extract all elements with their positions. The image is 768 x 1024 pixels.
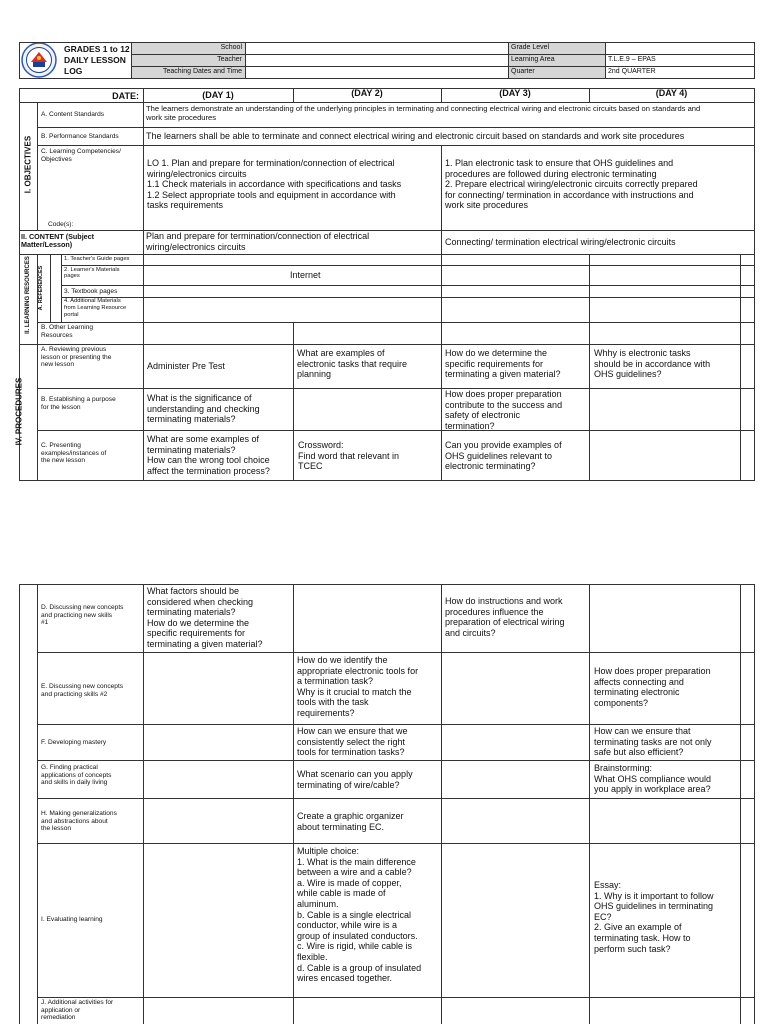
day2-header: (DAY 2) bbox=[351, 88, 383, 98]
resource-item-2: 2. Learner's Materials pages bbox=[64, 267, 120, 280]
procedure-c-label: C. Presenting examples/instances of the new lesson bbox=[41, 442, 107, 465]
procedure-e-day2: How do we identify the appropriate electronic tools for a termination task? Why is it crucial to match the tools with the task requirements? bbox=[297, 655, 419, 718]
content-standards-text: The learners demonstrate an understanding of the underlying principles in terminating and connecting electrical wiring and electronic circuits based on standards and work site procedures bbox=[146, 104, 701, 122]
procedure-d-day1: What factors should be considered when checking terminating materials? How do we determine the specific requirements for terminating a given material? bbox=[147, 586, 263, 649]
procedure-b-label: B. Establishing a purpose for the lesson bbox=[41, 396, 116, 411]
objectives-section-label: I. OBJECTIVES bbox=[23, 135, 33, 194]
resources-section-label: II. LEARNING RESOURCES bbox=[25, 256, 31, 334]
content-standards-label: A. Content Standards bbox=[41, 111, 105, 118]
performance-standards-label: B. Performance Standards bbox=[41, 133, 119, 140]
school-label: School bbox=[220, 44, 242, 51]
competencies-day34: 1. Plan electronic task to ensure that OHS guidelines and procedures are followed during electronic terminating 2. Prepare electrical wiring/electronic circuits correctly prepared for connecting/ termination in accordance with instructions and work site procedures bbox=[445, 158, 698, 211]
procedure-i-label: I. Evaluating learning bbox=[41, 916, 103, 923]
header-title-line3: LOG bbox=[64, 66, 83, 76]
procedure-g-day2: What scenario can you apply terminating of wire/cable? bbox=[297, 769, 413, 790]
other-resources-label: B. Other Learning Resources bbox=[41, 324, 94, 339]
procedure-g-day4: Brainstorming: What OHS compliance would you apply in workplace area? bbox=[594, 763, 712, 795]
procedure-d-label: D. Discussing new concepts and practicing new skills #1 bbox=[41, 604, 124, 627]
procedure-e-label: E. Discussing new concepts and practicing skills #2 bbox=[41, 683, 124, 698]
day1-header: (DAY 1) bbox=[202, 90, 234, 100]
procedure-a-day3: How do we determine the specific requirements for terminating a given material? bbox=[445, 348, 561, 380]
competencies-day12: LO 1. Plan and prepare for termination/connection of electrical wiring/electronics circuits 1.1 Check materials in accordance with specifications and tasks 1.2 Select appropriate tools and equipment in accordance with tasks requirements bbox=[147, 158, 402, 211]
learning-area-label: Learning Area bbox=[511, 56, 555, 63]
procedure-h-label: H. Making generalizations and abstractions about the lesson bbox=[41, 810, 117, 833]
procedure-g-label: G. Finding practical applications of concepts and skills in daily living bbox=[41, 764, 112, 787]
procedure-a-day2: What are examples of electronic tasks that require planning bbox=[297, 348, 408, 380]
quarter-value: 2nd QUARTER bbox=[608, 68, 656, 75]
procedure-a-day1: Administer Pre Test bbox=[147, 361, 225, 371]
header-title-line2: DAILY LESSON bbox=[64, 55, 126, 65]
teacher-label: Teacher bbox=[217, 56, 242, 63]
procedures-section-label: IV. PROCEDURES bbox=[14, 377, 24, 446]
procedure-c-day1: What are some examples of terminating materials? How can the wrong tool choice affect the termination process? bbox=[147, 434, 270, 476]
dates-label: Teaching Dates and Time bbox=[163, 68, 242, 75]
performance-standards-text: The learners shall be able to terminate and connect electrical wiring and electronic circuit based on standards and work site procedures bbox=[146, 131, 685, 141]
resource-item-4: 4. Additional Materials from Learning Resource portal bbox=[64, 298, 127, 318]
competencies-label: C. Learning Competencies/ Objectives bbox=[41, 148, 121, 163]
procedure-b-day1: What is the significance of understanding and checking terminating materials? bbox=[147, 393, 260, 425]
resource-item-1: 1. Teacher's Guide pages bbox=[64, 256, 130, 262]
procedure-h-day2: Create a graphic organizer about terminating EC. bbox=[297, 811, 404, 832]
content-day34: Connecting/ termination electrical wiring/electronic circuits bbox=[445, 237, 676, 247]
date-label: DATE: bbox=[112, 91, 139, 101]
procedure-i-day4: Essay: 1. Why is it important to follow OHS guidelines in terminating EC? 2. Give an example of terminating task. How to perform such task? bbox=[594, 880, 714, 954]
day4-header: (DAY 4) bbox=[655, 88, 688, 98]
deped-seal-logo bbox=[21, 42, 57, 78]
procedure-i-day2: Multiple choice: 1. What is the main difference between a wire and a cable? a. Wire is made of copper, while cable is made of aluminum. b. Cable is a single electrical conductor, while wire is a group of insulated conductors. c. Wire is rigid, while cable is flexible. d. Cable is a group of insulated wires encased together. bbox=[297, 846, 422, 984]
procedure-j-label: J. Additional activities for application or remediation bbox=[41, 999, 114, 1022]
procedure-a-day4: Whhy is electronic tasks should be in accordance with OHS guidelines? bbox=[594, 348, 711, 380]
day3-header: (DAY 3) bbox=[499, 88, 531, 98]
procedure-f-day2: How can we ensure that we consistently select the right tools for termination tasks? bbox=[297, 726, 408, 758]
procedure-d-day3: How do instructions and work procedures influence the preparation of electrical wiring and circuits? bbox=[445, 596, 565, 638]
content-label: II. CONTENT (Subject Matter/Lesson) bbox=[21, 232, 95, 250]
procedure-a-label: A. Reviewing previous lesson or presenting the new lesson bbox=[41, 346, 112, 369]
header-title-line1: GRADES 1 to 12 bbox=[64, 44, 130, 54]
references-label: A. REFERENCES bbox=[38, 265, 44, 311]
content-day12: Plan and prepare for termination/connection of electrical wiring/electronics circuits bbox=[146, 231, 370, 252]
procedure-b-day3: How does proper preparation contribute to the success and safety of electronic termination? bbox=[445, 389, 563, 431]
learning-area-value: T.L.E.9 – EPAS bbox=[608, 56, 656, 63]
internet-resource: Internet bbox=[290, 270, 321, 280]
code-label: Code(s): bbox=[48, 221, 74, 228]
procedure-e-day4: How does proper preparation affects connecting and terminating electronic components? bbox=[594, 666, 711, 708]
procedure-f-day4: How can we ensure that terminating tasks are not only safe but also efficient? bbox=[594, 726, 712, 758]
procedure-f-label: F. Developing mastery bbox=[41, 739, 107, 746]
grade-level-label: Grade Level bbox=[511, 44, 550, 51]
quarter-label: Quarter bbox=[511, 68, 535, 75]
procedure-c-day2: Crossword: Find word that relevant in TCEC bbox=[298, 440, 400, 472]
resource-item-3: 3. Textbook pages bbox=[64, 288, 118, 295]
procedure-c-day3: Can you provide examples of OHS guidelines relevant to electronic terminating? bbox=[445, 440, 562, 472]
